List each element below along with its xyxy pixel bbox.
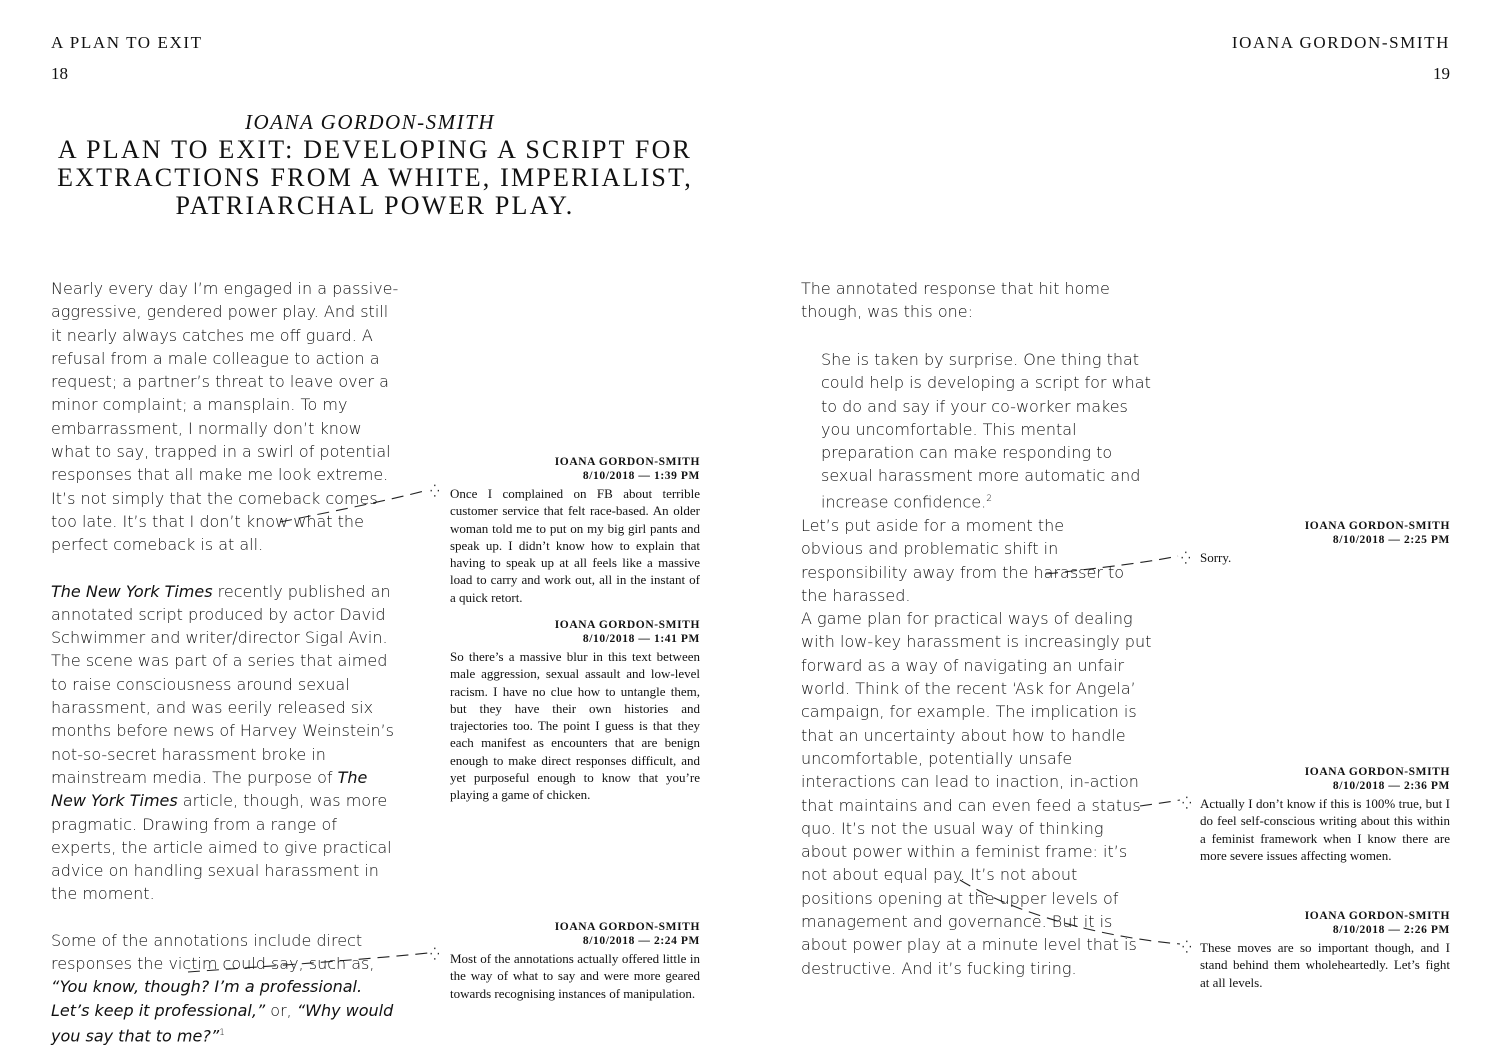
article-title (45, 136, 705, 220)
annotation-text: Actually I don’t know if this is 100% true, but I do feel self-conscious writing about this within a feminist framework when I know there are more severe issues affecting women. (1200, 796, 1450, 863)
dotted-circle-icon: ⁛ (1181, 551, 1191, 565)
annotation-text: These moves are so important though, and I stand behind them wholeheartedly. Let’s fight at all levels. (1200, 940, 1450, 990)
paragraph: Nearly every day I’m engaged in a passive-aggressive, gendered power play. And still it nearly always catches me off guard. A refusal from a male colleague to action a request; a partner’s threat to leave over a minor complaint; a mansplain. To my embarrassment, I normally don’t know what to say, trapped in a swirl of potential responses that all make me look extreme. It’s not simply that the comeback comes too late. It’s that I don’t know what the perfect comeback is at all. (51, 279, 399, 555)
annotation-author: IOANA GORDON-SMITH (554, 456, 700, 468)
article-byline: IOANA GORDON-SMITH (244, 110, 495, 134)
annotation-author: IOANA GORDON-SMITH (554, 921, 700, 933)
annotation-timestamp: 8/10/2018 — 2:24 PM (582, 934, 700, 947)
dotted-circle-icon: ⁛ (430, 947, 440, 961)
annotation-timestamp: 8/10/2018 — 2:25 PM (1332, 533, 1450, 546)
footnote-ref: 1 (219, 1027, 225, 1038)
annotation-text: Most of the annotations actually offered little in the way of what to say and were more geared towards recognising instances of manipulation. (450, 951, 700, 1001)
dotted-circle-icon: ⁛ (430, 484, 440, 498)
paragraph: The New York Times recently published an annotated script produced by actor David Schwimmer and writer/director Sigal Avin. The scene was part of a series that aimed to raise consciousness around sexual harassment, and was eerily released six months before news of Harvey Weinstein’s not-so-secret harassment broke in mainstream media. The purpose of The New York Times article, though, was more pragmatic. Drawing from a range of experts, the article aimed to give practical advice on handling sexual harassment in the moment. (51, 581, 394, 904)
blockquote: She is taken by surprise. One thing that could help is developing a script for what to do and say if your co-worker makes you uncomfortable. This mental preparation can make responding to sexual harassment more automatic and increase confidence.$^2$ (821, 350, 1151, 512)
annotation-author: IOANA GORDON-SMITH (1304, 766, 1450, 778)
annotation-text: So there’s a massive blur in this text between male aggression, sexual assault and low-level racism. I have no clue how to untangle them, but they have their own histories and trajectories too. The point I guess is that they each manifest as encounters that are benign enough to make direct responses difficult, and yet purposeful enough to know that you’re playing a game of chicken. (450, 649, 700, 803)
dotted-circle-icon: ⁛ (1182, 940, 1192, 954)
page-number-left: 18 (51, 64, 68, 83)
page-number-right: 19 (1433, 64, 1450, 83)
right-body-text (801, 514, 1153, 980)
running-head-right: IOANA GORDON-SMITH (1231, 33, 1450, 52)
quote: “You know, though? I’m a professional. Let’s keep it professional,” (51, 977, 363, 1020)
annotation-timestamp: 8/10/2018 — 1:39 PM (582, 469, 700, 482)
running-head-left: A PLAN TO EXIT (51, 33, 203, 52)
annotation-text: Once I complained on FB about terrible customer service that felt race-based. An older woman told me to put on my big girl pants and speak up. I didn’t know how to explain that having to speak up at all feels like a massive load to carry and work out, all in the instant of a quick retort. (450, 486, 700, 605)
annotation-comment[interactable] (450, 921, 700, 1002)
dotted-circle-icon: ⁛ (1182, 796, 1192, 810)
paragraph: Some of the annotations include direct responses the victim could say, such as, “You know, though? I’m a professional. Let’s keep it professional,” or, “Why would you say that to me?”$^1$ (51, 930, 394, 1046)
annotation-timestamp: 8/10/2018 — 2:26 PM (1332, 923, 1450, 936)
annotation-author: IOANA GORDON-SMITH (1304, 520, 1450, 532)
annotation-comment[interactable] (450, 456, 700, 606)
right-intro: The annotated response that hit home though, was this one: (801, 279, 1110, 322)
quote: “Why would you say that to me?” (51, 1000, 394, 1046)
paragraph: A game plan for practical ways of dealing with low-key harassment is increasingly put forward as a way of navigating an unfair world. Think of the recent ‘Ask for Angela’ campaign, for example. The implication is that an uncertainty about how to handle uncomfortable, potentially unsafe interactions can lead to inaction, in-action that maintains and can even feed a status quo. It’s not the usual way of thinking about power within a feminist frame: it’s not about equal pay. It’s not about positions opening at the upper levels of management and governance. But it is about power play at a minute level that is destructive. And it’s fucking tiring. (801, 609, 1152, 978)
annotation-author: IOANA GORDON-SMITH (554, 619, 700, 631)
footnote-ref: 2 (986, 493, 992, 504)
annotation-text: Sorry. (1200, 550, 1232, 565)
annotation-comment[interactable] (1200, 910, 1450, 991)
annotation-timestamp: 8/10/2018 — 2:36 PM (1332, 779, 1450, 792)
annotation-author: IOANA GORDON-SMITH (1304, 910, 1450, 922)
title-line: PATRIARCHAL POWER PLAY. (175, 191, 575, 220)
publication-name: The New York Times (51, 767, 368, 811)
annotation-comment[interactable] (1200, 766, 1450, 864)
title-line: A PLAN TO EXIT: DEVELOPING A SCRIPT FOR (57, 135, 693, 164)
publication-name: The New York Times (51, 581, 213, 601)
paragraph: Let’s put aside for a moment the obvious and problematic shift in responsibility away from the harasser to the harassed. (801, 516, 1125, 605)
left-body-text (51, 277, 403, 1048)
annotation-comment[interactable] (1200, 520, 1450, 566)
title-line: EXTRACTIONS FROM A WHITE, IMPERIALIST, (57, 163, 693, 192)
annotation-timestamp: 8/10/2018 — 1:41 PM (582, 632, 700, 645)
annotation-comment[interactable] (450, 619, 700, 804)
